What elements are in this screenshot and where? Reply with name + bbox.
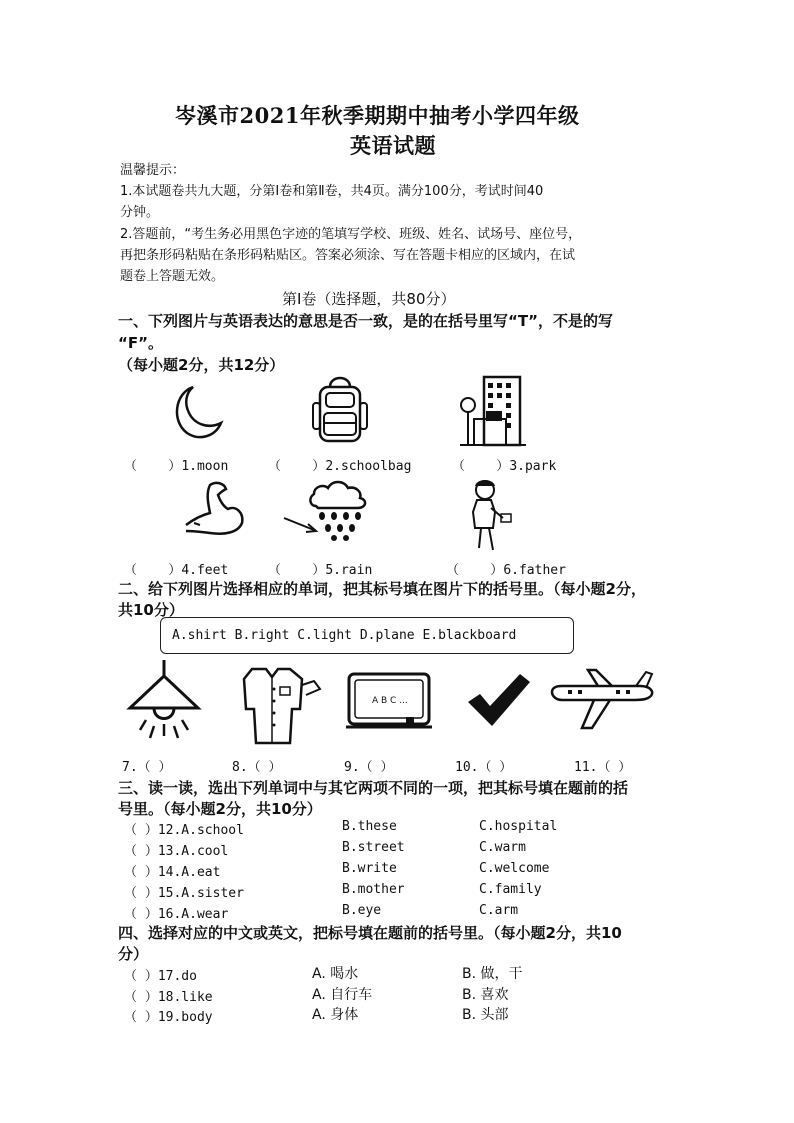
- lamp-icon: [126, 660, 202, 750]
- option-c: C.hospital: [479, 819, 558, 834]
- airplane-icon: [548, 668, 658, 732]
- section-4-title: 四、选择对应的中文或英文，把标号填在题前的括号里。（每小题2分，共10: [118, 924, 622, 942]
- question-row[interactable]: （ ）17.do: [124, 969, 197, 984]
- item-number: 2.: [325, 459, 341, 474]
- tips-line: 2.答题前，“考生务必用黑色字迹的笔填写学校、班级、姓名、试场号、座位号，: [120, 227, 582, 242]
- item-label: （ ）5.rain: [268, 563, 373, 578]
- options-text: A.shirt B.right C.light D.plane E.blackboard: [172, 628, 517, 643]
- item-number: 6.: [503, 563, 519, 578]
- item-word: park: [524, 459, 557, 474]
- answer-blank[interactable]: 9.（ ）: [344, 760, 394, 775]
- answer-blank[interactable]: 11.（ ）: [574, 760, 632, 775]
- blackboard-icon: [346, 671, 432, 731]
- board-text: A B C ...: [372, 696, 408, 706]
- question-row[interactable]: （ ）19.body: [124, 1010, 213, 1025]
- option-c: C.welcome: [479, 861, 550, 876]
- section-1-points: （每小题2分，共12分）: [118, 356, 285, 374]
- question-row[interactable]: （ ）13.A.cool: [124, 844, 229, 859]
- girl-icon: [463, 478, 515, 554]
- section-2-title: 二、给下列图片选择相应的单词，把其标号填在图片下的括号里。（每小题2分，: [118, 580, 646, 598]
- question-row[interactable]: （ ）15.A.sister: [124, 886, 244, 901]
- tips-line: 题卷上答题无效。: [120, 269, 225, 284]
- item-word: moon: [196, 459, 229, 474]
- section-4-title: 分）: [118, 945, 149, 963]
- tips-line: 分钟。: [120, 205, 160, 220]
- option-b: B.street: [342, 840, 405, 855]
- option-a: A. 自行车: [312, 987, 373, 1003]
- tips-heading: 温馨提示：: [120, 163, 186, 178]
- option-b: B. 喜欢: [462, 987, 509, 1003]
- exam-title: 岑溪市2021年秋季期期中抽考小学四年级: [175, 103, 580, 128]
- item-number: 4.: [181, 563, 197, 578]
- part-title: 第Ⅰ卷（选择题，共80分）: [282, 290, 456, 308]
- tips-line: 1.本试题卷共九大题，分第Ⅰ卷和第Ⅱ卷，共4页。满分100分，考试时间40: [120, 184, 544, 199]
- item-word: rain: [340, 563, 373, 578]
- section-2-title: 共10分）: [118, 601, 184, 619]
- question-row[interactable]: （ ）18.like: [124, 990, 213, 1005]
- shirt-icon: [228, 665, 324, 745]
- item-number: 3.: [509, 459, 525, 474]
- item-label: （ ）3.park: [452, 459, 557, 474]
- option-c: C.arm: [479, 903, 519, 918]
- option-c: C.warm: [479, 840, 526, 855]
- section-1-title: 一、下列图片与英语表达的意思是否一致，是的在括号里写“T”，不是的写: [118, 312, 613, 330]
- exam-subtitle: 英语试题: [350, 133, 436, 158]
- option-b: B. 头部: [462, 1007, 509, 1023]
- checkmark-icon: [466, 672, 532, 728]
- item-label: （ ）6.father: [446, 563, 566, 578]
- item-word: father: [518, 563, 566, 578]
- schoolbag-icon: [310, 373, 370, 445]
- item-word: schoolbag: [340, 459, 412, 474]
- tips-line: 再把条形码粘贴在条形码粘贴区。答案必须涂、写在答题卡相应的区域内，在试: [120, 248, 576, 263]
- question-row[interactable]: （ ）16.A.wear: [124, 907, 229, 922]
- option-c: C.family: [479, 882, 542, 897]
- item-number: 5.: [325, 563, 341, 578]
- item-number: 1.: [181, 459, 197, 474]
- moon-icon: [165, 383, 225, 443]
- question-row[interactable]: （ ）14.A.eat: [124, 865, 221, 880]
- answer-blank[interactable]: 10.（ ）: [455, 760, 513, 775]
- option-b: B.mother: [342, 882, 405, 897]
- option-b: B.eye: [342, 903, 382, 918]
- question-row[interactable]: （ ）12.A.school: [124, 823, 244, 838]
- arm-icon: [180, 479, 248, 537]
- answer-blank[interactable]: 8.（ ）: [232, 760, 282, 775]
- option-a: A. 喝水: [312, 966, 359, 982]
- option-b: B.write: [342, 861, 397, 876]
- option-b: B.these: [342, 819, 397, 834]
- rain-cloud-icon: [282, 478, 382, 542]
- item-label: （ ）4.feet: [124, 563, 229, 578]
- section-3-title: 三、读一读，选出下列单词中与其它两项不同的一项，把其标号填在题前的括: [118, 779, 629, 797]
- building-icon: [460, 373, 530, 449]
- answer-blank[interactable]: 7.（ ）: [122, 760, 172, 775]
- option-a: A. 身体: [312, 1007, 359, 1023]
- item-word: feet: [196, 563, 229, 578]
- item-label: （ ）1.moon: [124, 459, 229, 474]
- section-1-title: “F”。: [118, 334, 163, 352]
- item-label: （ ）2.schoolbag: [268, 459, 412, 474]
- option-b: B. 做，干: [462, 966, 523, 982]
- section-3-title: 号里。（每小题2分，共10分）: [118, 800, 322, 818]
